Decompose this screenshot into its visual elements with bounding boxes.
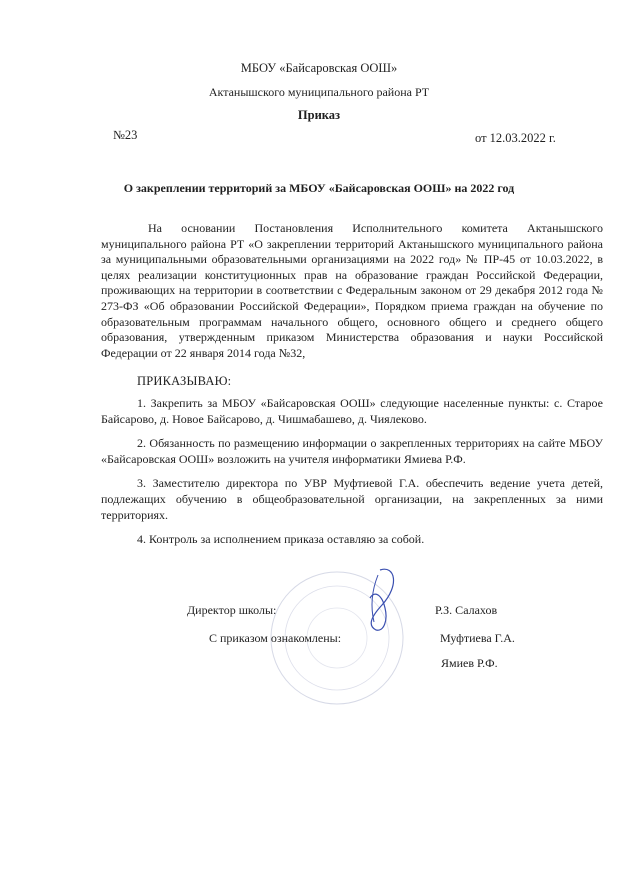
order-items: [101, 396, 603, 557]
order-item-4: 4. Контроль за исполнением приказа оставляю за собой.: [137, 532, 425, 547]
document-type: Приказ: [297, 108, 341, 122]
order-subject: О закреплении территорий за МБОУ «Байсаровская ООШ» на 2022 год: [123, 181, 515, 195]
preamble-paragraph: На основании Постановления Исполнительного комитета Актанышского муниципального района РТ «О закреплении территорий Актанышского муниципального района за муниципальными образовательными организациями на 2022 год» № ПР-45 от 10.03.2022, в целях реализации конституционных прав на образование граждан Российской Федерации, проживающих на территории в соответствии с Федеральным законом от 29 декабря 2012 года № 273-ФЗ «Об образовании Российской Федерации», Порядком приема граждан на обучение по образовательным программам начального общего, основного общего и среднего общего образования, утвержденным приказом Министерства образования и науки Российской Федерации от 22 января 2014 года №32,: [101, 221, 603, 360]
organization-name: МБОУ «Байсаровская ООШ»: [240, 61, 398, 75]
director-name: Р.З. Салахов: [435, 603, 498, 617]
order-item-2: 2. Обязанность по размещению информации о закрепленных территориях на сайте МБОУ «Байсаровская ООШ» возложить на учителя информатики Ямиева Р.Ф.: [101, 436, 603, 466]
district-name: Актанышского муниципального района РТ: [208, 85, 430, 99]
director-label: Директор школы:: [187, 603, 277, 617]
order-word: ПРИКАЗЫВАЮ:: [137, 374, 232, 388]
order-item-3: 3. Заместителю директора по УВР Муфтиевой Г.А. обеспечить ведение учета детей, подлежащих обучению в общеобразовательной организации, на закрепленных за ними территориях.: [101, 476, 603, 522]
acknowledged-name-2: Ямиев Р.Ф.: [441, 656, 498, 670]
acknowledged-label: С приказом ознакомлены:: [209, 631, 342, 645]
signature-mark: [340, 560, 420, 640]
acknowledged-name-1: Муфтиева Г.А.: [440, 631, 515, 645]
preamble: [101, 221, 603, 361]
order-number: №23: [113, 128, 138, 142]
order-date: от 12.03.2022 г.: [475, 131, 556, 145]
order-item-1: 1. Закрепить за МБОУ «Байсаровская ООШ» следующие населенные пункты: с. Старое Байсарово, д. Новое Байсарово, д. Чишмабашево, д. Чиялеково.: [101, 396, 603, 426]
